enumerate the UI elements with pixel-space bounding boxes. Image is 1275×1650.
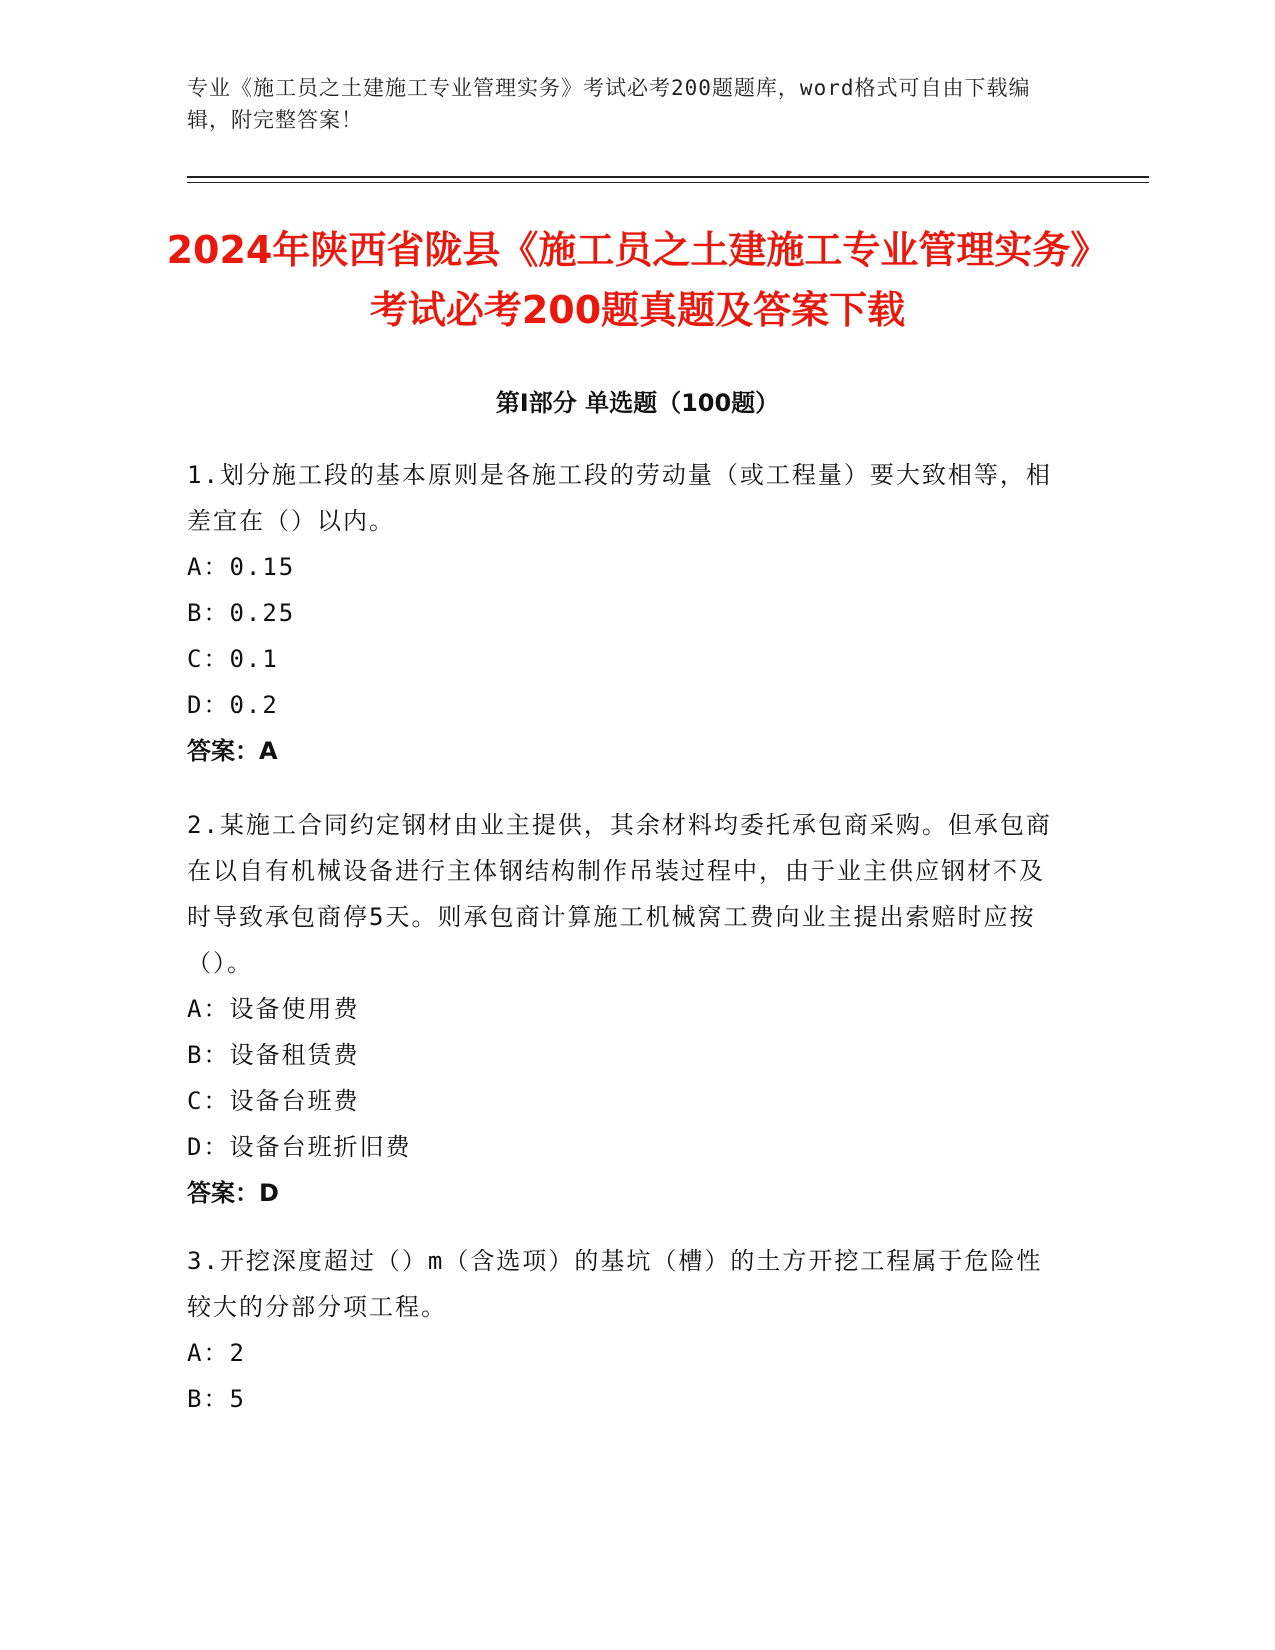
option-a: A：0.15 (187, 553, 296, 581)
question-1 (187, 452, 1067, 774)
option-d: D：设备台班折旧费 (187, 1133, 412, 1161)
document-title: 2024年陕西省陇县《施工员之土建施工专业管理实务》考试必考200题真题及答案下载 (166, 228, 1109, 332)
option-b: B：0.25 (187, 599, 296, 627)
question-2 (187, 802, 1067, 1216)
option-a: A：2 (187, 1339, 246, 1367)
question-stem: 2.某施工合同约定钢材由业主提供，其余材料均委托承包商采购。但承包商在以自有机械设备进行主体钢结构制作吊装过程中，由于业主供应钢材不及时导致承包商停5天。则承包商计算施工机械窝工费向业主提出索赔时应按（）。 (187, 811, 1052, 977)
header-divider-thin (187, 182, 1149, 183)
option-c: C：0.1 (187, 645, 279, 673)
option-b: B：5 (187, 1385, 246, 1413)
answer: 答案：A (187, 737, 278, 765)
answer: 答案：D (187, 1179, 279, 1207)
question-3 (187, 1238, 1067, 1422)
header-divider-thick (187, 176, 1149, 178)
section-heading: 第I部分 单选题（100题） (495, 389, 780, 417)
option-d: D：0.2 (187, 691, 279, 719)
question-stem: 3.开挖深度超过（）m（含选项）的基坑（槽）的土方开挖工程属于危险性较大的分部分项工程。 (187, 1247, 1043, 1321)
option-b: B：设备租赁费 (187, 1041, 360, 1069)
option-a: A：设备使用费 (187, 995, 360, 1023)
option-c: C：设备台班费 (187, 1087, 360, 1115)
question-stem: 1.划分施工段的基本原则是各施工段的劳动量（或工程量）要大致相等，相差宜在（）以内。 (187, 461, 1052, 535)
header-note: 专业《施工员之土建施工专业管理实务》考试必考200题题库，word格式可自由下载编辑，附完整答案！ (187, 76, 1031, 132)
